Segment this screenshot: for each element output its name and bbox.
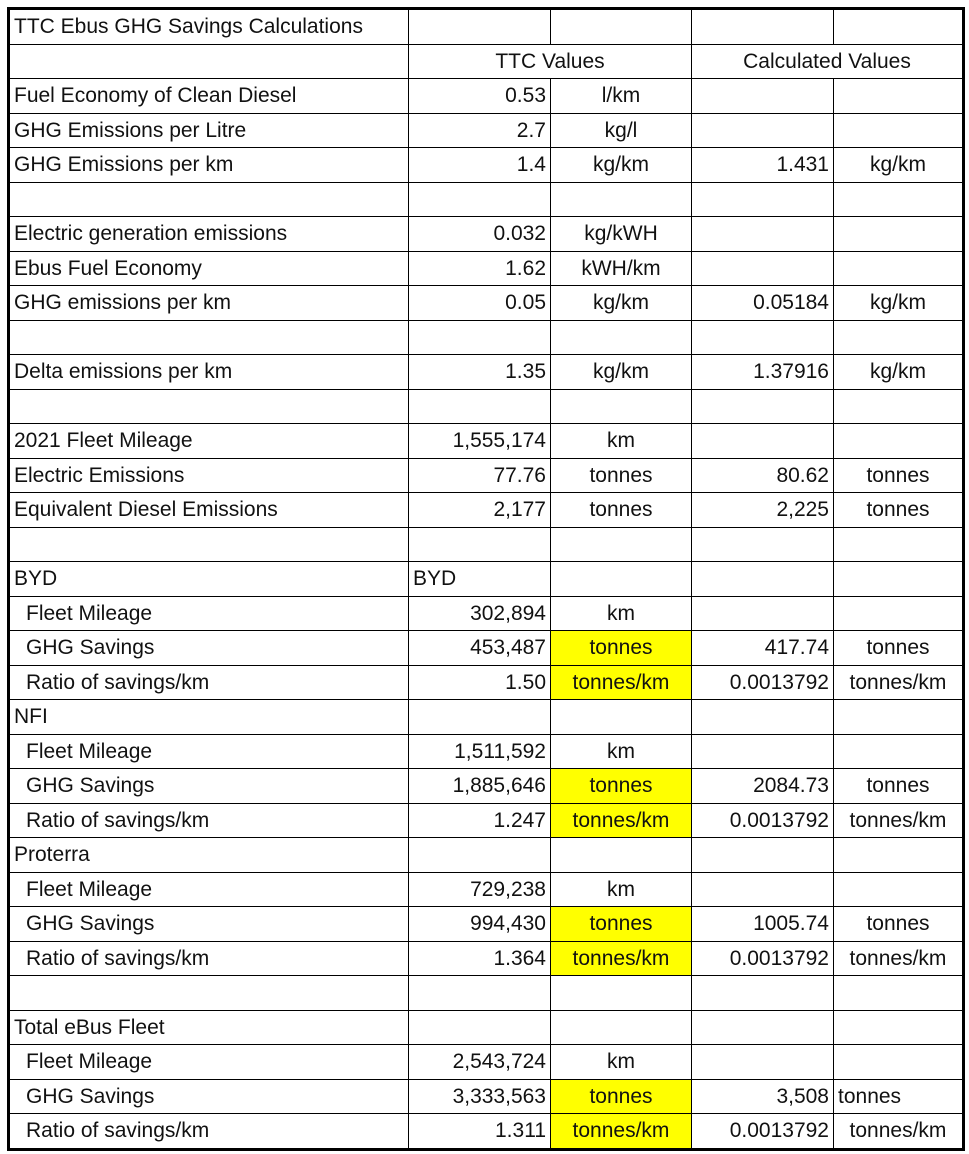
row-label[interactable]: GHG Savings [9,907,409,942]
row-label[interactable]: Electric generation emissions [9,217,409,252]
header-row [9,44,964,79]
ttc-value[interactable]: 2.7 [409,113,551,148]
calculated-value[interactable] [692,700,834,735]
calculated-unit[interactable]: tonnes [834,1079,964,1114]
calculated-value[interactable] [692,389,834,424]
calculated-value[interactable]: 2,225 [692,493,834,528]
ttc-unit[interactable] [551,182,692,217]
calculated-value[interactable] [692,217,834,252]
calculated-value[interactable]: 0.0013792 [692,803,834,838]
table-row [9,700,964,735]
ttc-unit[interactable] [551,527,692,562]
ttc-unit[interactable]: km [551,734,692,769]
row-label[interactable]: GHG Savings [9,769,409,804]
calculated-value[interactable] [692,79,834,114]
ttc-value[interactable]: 1.62 [409,251,551,286]
calculated-value[interactable]: 3,508 [692,1079,834,1114]
row-label[interactable]: GHG Savings [9,631,409,666]
row-label[interactable] [9,527,409,562]
calculated-unit[interactable] [834,872,964,907]
calculated-unit[interactable] [834,527,964,562]
calculated-unit[interactable]: kg/km [834,355,964,390]
table-row [9,596,964,631]
table-row [9,734,964,769]
ttc-unit[interactable]: tonnes/km [551,665,692,700]
ttc-unit[interactable] [551,838,692,873]
calculated-unit[interactable] [834,1010,964,1045]
row-label[interactable]: Fuel Economy of Clean Diesel [9,79,409,114]
row-label[interactable]: NFI [9,700,409,735]
calculated-unit[interactable] [834,251,964,286]
ttc-unit[interactable]: tonnes [551,493,692,528]
sheet-title[interactable]: TTC Ebus GHG Savings Calculations [9,9,409,45]
table-row [9,976,964,1011]
table-row [9,769,964,804]
ttc-value[interactable]: 1.50 [409,665,551,700]
calculated-unit[interactable] [834,734,964,769]
calculated-value[interactable] [692,562,834,597]
calculated-value[interactable] [692,113,834,148]
table-row [9,1079,964,1114]
calculated-value[interactable]: 0.0013792 [692,1114,834,1150]
ttc-value[interactable]: 0.53 [409,79,551,114]
calculated-unit[interactable]: tonnes [834,907,964,942]
table-row [9,527,964,562]
calculated-unit[interactable]: tonnes [834,493,964,528]
table-row [9,907,964,942]
ttc-unit[interactable]: km [551,424,692,459]
calculated-value[interactable] [692,251,834,286]
ttc-value[interactable] [409,1010,551,1045]
ttc-value[interactable]: 1.35 [409,355,551,390]
ttc-value[interactable]: 1.364 [409,941,551,976]
calculated-unit[interactable]: tonnes/km [834,803,964,838]
ghg-savings-sheet [7,7,965,1151]
calculated-unit[interactable]: tonnes/km [834,665,964,700]
row-label[interactable]: Ratio of savings/km [9,803,409,838]
cell[interactable] [834,9,964,45]
calculated-value[interactable] [692,1010,834,1045]
row-label[interactable] [9,320,409,355]
table-row [9,148,964,183]
row-label[interactable]: GHG Emissions per km [9,148,409,183]
table-row [9,838,964,873]
calculated-unit[interactable] [834,389,964,424]
table-row [9,872,964,907]
row-label[interactable]: Delta emissions per km [9,355,409,390]
calculated-value[interactable] [692,527,834,562]
calculated-unit[interactable] [834,182,964,217]
cell[interactable] [551,9,692,45]
row-label[interactable]: Proterra [9,838,409,873]
ttc-value[interactable] [409,838,551,873]
ttc-value[interactable]: 1,511,592 [409,734,551,769]
calculated-value[interactable]: 1.37916 [692,355,834,390]
row-label[interactable]: Ratio of savings/km [9,1114,409,1150]
ttc-value[interactable] [409,182,551,217]
ttc-unit[interactable]: kg/l [551,113,692,148]
calculated-unit[interactable]: kg/km [834,148,964,183]
table-row [9,803,964,838]
calculated-value[interactable] [692,838,834,873]
calculated-value[interactable] [692,976,834,1011]
ttc-unit[interactable] [551,1010,692,1045]
table-row [9,493,964,528]
table-row [9,320,964,355]
ttc-value[interactable]: 2,543,724 [409,1045,551,1080]
calculated-unit[interactable]: tonnes [834,458,964,493]
table-row [9,113,964,148]
row-label[interactable]: Equivalent Diesel Emissions [9,493,409,528]
ttc-value[interactable]: 0.032 [409,217,551,252]
ttc-unit[interactable]: tonnes/km [551,1114,692,1150]
table-row [9,389,964,424]
ttc-value[interactable]: 1.311 [409,1114,551,1150]
row-label[interactable]: GHG Savings [9,1079,409,1114]
ttc-value[interactable]: 2,177 [409,493,551,528]
ttc-value[interactable]: 302,894 [409,596,551,631]
ttc-value[interactable]: 1,555,174 [409,424,551,459]
calculated-value[interactable]: 2084.73 [692,769,834,804]
calculated-value[interactable] [692,872,834,907]
calculated-value[interactable]: 417.74 [692,631,834,666]
calculated-unit[interactable]: tonnes/km [834,941,964,976]
table-row [9,941,964,976]
ttc-unit[interactable]: tonnes/km [551,803,692,838]
row-label[interactable]: Fleet Mileage [9,596,409,631]
calculated-value[interactable]: 1005.74 [692,907,834,942]
ttc-unit[interactable]: tonnes [551,458,692,493]
calculated-value[interactable]: 0.05184 [692,286,834,321]
ttc-unit[interactable]: tonnes/km [551,941,692,976]
ttc-value[interactable]: 1.4 [409,148,551,183]
ttc-unit[interactable]: km [551,596,692,631]
calculated-unit[interactable] [834,320,964,355]
ttc-value[interactable] [409,700,551,735]
row-label[interactable]: Fleet Mileage [9,734,409,769]
table-row [9,424,964,459]
calculated-value[interactable] [692,734,834,769]
row-label[interactable]: BYD [9,562,409,597]
ttc-unit[interactable]: tonnes [551,907,692,942]
row-label[interactable]: 2021 Fleet Mileage [9,424,409,459]
table-row [9,1114,964,1150]
ttc-unit[interactable]: kWH/km [551,251,692,286]
calculated-unit[interactable] [834,562,964,597]
ttc-unit[interactable]: kg/km [551,286,692,321]
ttc-value[interactable]: 994,430 [409,907,551,942]
calculated-value[interactable] [692,320,834,355]
table-row [9,182,964,217]
row-label[interactable] [9,182,409,217]
table-row [9,1045,964,1080]
calculated-value[interactable]: 80.62 [692,458,834,493]
ttc-value[interactable] [409,320,551,355]
row-label[interactable]: Ratio of savings/km [9,941,409,976]
ttc-values-header[interactable]: TTC Values [409,44,692,79]
calculated-value[interactable]: 0.0013792 [692,665,834,700]
table-row [9,631,964,666]
ttc-value[interactable]: 0.05 [409,286,551,321]
row-label[interactable]: GHG Emissions per Litre [9,113,409,148]
ttc-value[interactable]: 1.247 [409,803,551,838]
cell[interactable] [409,9,551,45]
calculated-unit[interactable]: tonnes/km [834,1114,964,1150]
row-label[interactable]: GHG emissions per km [9,286,409,321]
ttc-unit[interactable] [551,700,692,735]
ttc-value[interactable]: 453,487 [409,631,551,666]
calculated-unit[interactable] [834,838,964,873]
calculated-value[interactable] [692,182,834,217]
ttc-unit[interactable]: kg/kWH [551,217,692,252]
ttc-value[interactable]: 729,238 [409,872,551,907]
calculated-unit[interactable] [834,596,964,631]
table-row [9,217,964,252]
table-row [9,286,964,321]
row-label[interactable]: Electric Emissions [9,458,409,493]
ttc-unit[interactable]: kg/km [551,148,692,183]
calculated-unit[interactable]: kg/km [834,286,964,321]
ttc-unit[interactable] [551,562,692,597]
row-label[interactable] [9,389,409,424]
ttc-unit[interactable] [551,976,692,1011]
row-label[interactable]: Fleet Mileage [9,872,409,907]
title-row [9,9,964,45]
calculated-values-header[interactable]: Calculated Values [692,44,964,79]
table-row [9,79,964,114]
ttc-unit[interactable]: kg/km [551,355,692,390]
table-row [9,251,964,286]
calculated-unit[interactable]: tonnes [834,769,964,804]
calculated-unit[interactable] [834,424,964,459]
ttc-unit[interactable] [551,389,692,424]
table-row [9,1010,964,1045]
calculated-unit[interactable] [834,1045,964,1080]
calculated-unit[interactable] [834,700,964,735]
calculated-value[interactable] [692,596,834,631]
calculated-unit[interactable]: tonnes [834,631,964,666]
row-label[interactable]: Total eBus Fleet [9,1010,409,1045]
ttc-unit[interactable] [551,320,692,355]
row-label[interactable] [9,976,409,1011]
ttc-value[interactable]: 3,333,563 [409,1079,551,1114]
calculated-unit[interactable] [834,976,964,1011]
ttc-unit[interactable]: km [551,1045,692,1080]
calculated-unit[interactable] [834,79,964,114]
ttc-value[interactable]: 1,885,646 [409,769,551,804]
ttc-value[interactable]: 77.76 [409,458,551,493]
row-label[interactable]: Ratio of savings/km [9,665,409,700]
calculated-value[interactable]: 1.431 [692,148,834,183]
calculated-unit[interactable] [834,217,964,252]
row-label[interactable]: Fleet Mileage [9,1045,409,1080]
calculated-value[interactable] [692,424,834,459]
table-row [9,665,964,700]
calculated-value[interactable]: 0.0013792 [692,941,834,976]
cell[interactable] [9,44,409,79]
table-row [9,458,964,493]
ttc-value[interactable] [409,976,551,1011]
ttc-value[interactable]: BYD [409,562,551,597]
calculated-value[interactable] [692,1045,834,1080]
cell[interactable] [692,9,834,45]
ttc-value[interactable] [409,527,551,562]
table-row [9,355,964,390]
ttc-unit[interactable]: km [551,872,692,907]
calculated-unit[interactable] [834,113,964,148]
ttc-unit[interactable]: l/km [551,79,692,114]
table-row [9,562,964,597]
ttc-value[interactable] [409,389,551,424]
ttc-unit[interactable]: tonnes [551,631,692,666]
ttc-unit[interactable]: tonnes [551,769,692,804]
row-label[interactable]: Ebus Fuel Economy [9,251,409,286]
ttc-unit[interactable]: tonnes [551,1079,692,1114]
